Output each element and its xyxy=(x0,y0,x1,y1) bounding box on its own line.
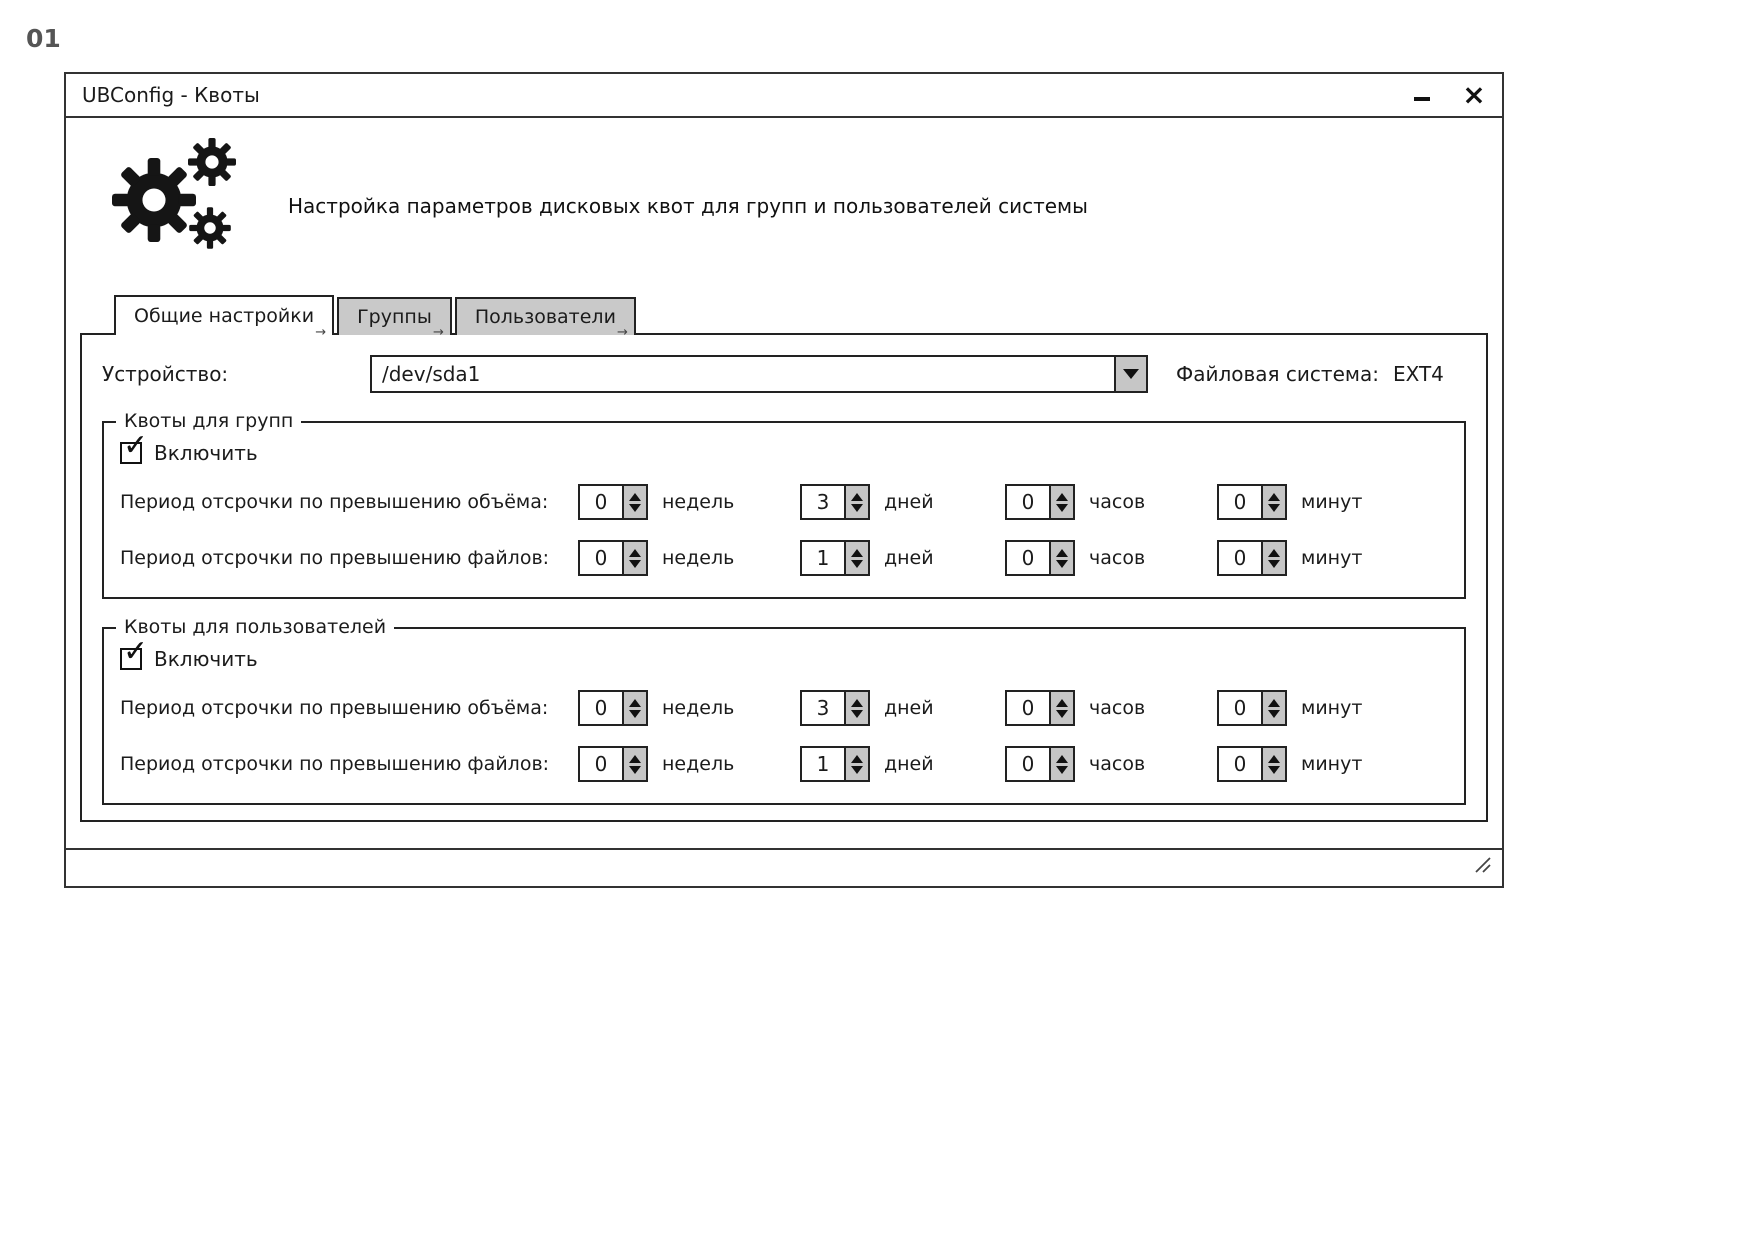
spinner-value[interactable]: 0 xyxy=(1021,490,1035,514)
spinner-up-icon[interactable] xyxy=(1056,755,1068,763)
hours-spinner[interactable] xyxy=(1005,540,1075,576)
row-label: Период отсрочки по превышению объёма: xyxy=(120,697,549,719)
days-spinner-group xyxy=(800,746,1005,782)
link-arrow-icon: → xyxy=(617,325,628,340)
spinner-down-icon[interactable] xyxy=(851,560,863,568)
spinner-stepper[interactable] xyxy=(844,542,868,574)
spinner-up-icon[interactable] xyxy=(851,549,863,557)
minimize-icon xyxy=(1414,97,1430,101)
user-enable-checkbox[interactable] xyxy=(120,634,149,670)
unit-label: минут xyxy=(1301,491,1363,513)
spinner-down-icon[interactable] xyxy=(629,504,641,512)
unit-label: недель xyxy=(662,547,735,569)
minutes-spinner-group xyxy=(1217,484,1362,520)
spinner-down-icon[interactable] xyxy=(629,560,641,568)
spinner-stepper[interactable] xyxy=(622,692,646,724)
spinner-up-icon[interactable] xyxy=(1056,699,1068,707)
minutes-spinner[interactable] xyxy=(1217,540,1287,576)
spinner-stepper[interactable] xyxy=(622,748,646,780)
spinner-value[interactable]: 1 xyxy=(816,752,830,776)
window-controls xyxy=(1408,74,1488,116)
spinner-up-icon[interactable] xyxy=(629,699,641,707)
tab-groups[interactable] xyxy=(337,297,452,340)
spinner-up-icon[interactable] xyxy=(851,755,863,763)
spinner-value[interactable]: 0 xyxy=(594,752,608,776)
spinner-stepper[interactable] xyxy=(844,692,868,724)
spinner-up-icon[interactable] xyxy=(629,549,641,557)
spinner-value[interactable]: 0 xyxy=(594,696,608,720)
group-enable-checkbox[interactable] xyxy=(120,428,149,464)
days-spinner-group xyxy=(800,540,1005,576)
chevron-down-icon xyxy=(1123,369,1139,379)
unit-label: недель xyxy=(662,697,735,719)
hours-spinner[interactable] xyxy=(1005,746,1075,782)
hours-spinner[interactable] xyxy=(1005,690,1075,726)
device-select-value: /dev/sda1 xyxy=(382,362,481,386)
unit-label: часов xyxy=(1089,697,1146,719)
unit-label: недель xyxy=(662,491,735,513)
spinner-value[interactable]: 0 xyxy=(594,490,608,514)
unit-label: часов xyxy=(1089,753,1146,775)
user-quotas-title: Квоты для пользователей xyxy=(116,616,394,638)
weeks-spinner[interactable] xyxy=(578,540,648,576)
row-label: Период отсрочки по превышению объёма: xyxy=(120,491,549,513)
spinner-value[interactable]: 0 xyxy=(1233,490,1247,514)
group-quotas-title: Квоты для групп xyxy=(116,410,301,432)
app-window xyxy=(64,72,1504,888)
checkmark-icon: ✓ xyxy=(123,634,149,669)
device-row xyxy=(102,355,1466,393)
spinner-stepper[interactable] xyxy=(844,486,868,518)
spinner-up-icon[interactable] xyxy=(1268,699,1280,707)
hours-spinner[interactable] xyxy=(1005,484,1075,520)
days-spinner-group xyxy=(800,690,1005,726)
spinner-stepper[interactable] xyxy=(1261,486,1285,518)
hours-spinner-group xyxy=(1005,746,1217,782)
link-arrow-icon: → xyxy=(315,325,327,340)
unit-label: минут xyxy=(1301,697,1363,719)
spinner-stepper[interactable] xyxy=(622,486,646,518)
spinner-value[interactable]: 3 xyxy=(816,696,830,720)
group-files-delay-row xyxy=(120,539,1448,577)
spinner-down-icon[interactable] xyxy=(1056,560,1068,568)
unit-label: дней xyxy=(884,547,934,569)
minutes-spinner-group xyxy=(1217,690,1362,726)
tab-bar xyxy=(114,295,636,340)
device-select-dropdown-button[interactable] xyxy=(1114,357,1146,391)
unit-label: часов xyxy=(1089,547,1146,569)
close-icon: × xyxy=(1462,78,1486,111)
device-select[interactable] xyxy=(370,355,1148,393)
group-enable-label: Включить xyxy=(154,441,258,465)
filesystem-label: Файловая система: xyxy=(1176,362,1379,386)
row-label: Период отсрочки по превышению файлов: xyxy=(120,547,550,569)
days-spinner[interactable] xyxy=(800,540,870,576)
unit-label: часов xyxy=(1089,491,1146,513)
spinner-down-icon[interactable] xyxy=(1056,710,1068,718)
days-spinner[interactable] xyxy=(800,690,870,726)
spinner-stepper[interactable] xyxy=(1261,542,1285,574)
spinner-up-icon[interactable] xyxy=(1268,549,1280,557)
spinner-stepper[interactable] xyxy=(1049,748,1073,780)
spinner-value[interactable]: 0 xyxy=(594,546,608,570)
minutes-spinner[interactable] xyxy=(1217,690,1287,726)
spinner-down-icon[interactable] xyxy=(1268,504,1280,512)
unit-label: минут xyxy=(1301,753,1363,775)
spinner-stepper[interactable] xyxy=(844,748,868,780)
spinner-stepper[interactable] xyxy=(1049,692,1073,724)
group-enable-row xyxy=(120,428,1448,465)
spinner-stepper[interactable] xyxy=(1049,486,1073,518)
group-volume-delay-row xyxy=(120,483,1448,521)
weeks-spinner-group xyxy=(578,746,800,782)
close-button[interactable] xyxy=(1460,78,1488,111)
spinner-up-icon[interactable] xyxy=(629,755,641,763)
minimize-button[interactable] xyxy=(1408,81,1436,109)
minutes-spinner[interactable] xyxy=(1217,484,1287,520)
weeks-spinner-group xyxy=(578,690,800,726)
weeks-spinner[interactable] xyxy=(578,484,648,520)
weeks-spinner[interactable] xyxy=(578,746,648,782)
weeks-spinner-group xyxy=(578,484,800,520)
checkmark-icon: ✓ xyxy=(123,428,149,463)
user-quotas-box xyxy=(102,616,1466,805)
gears-icon xyxy=(110,134,242,258)
tab-content-panel xyxy=(80,333,1488,822)
device-label: Устройство: xyxy=(102,362,229,386)
hours-spinner-group xyxy=(1005,484,1217,520)
spinner-down-icon[interactable] xyxy=(629,766,641,774)
spinner-up-icon[interactable] xyxy=(629,493,641,501)
spinner-value[interactable]: 0 xyxy=(1021,696,1035,720)
link-arrow-icon: → xyxy=(432,325,444,340)
spinner-down-icon[interactable] xyxy=(851,710,863,718)
spinner-value[interactable]: 0 xyxy=(1233,696,1247,720)
tab-general-settings[interactable] xyxy=(114,295,334,340)
spinner-down-icon[interactable] xyxy=(851,504,863,512)
unit-label: дней xyxy=(884,697,934,719)
spinner-stepper[interactable] xyxy=(1261,748,1285,780)
tab-label: Общие настройки xyxy=(134,305,315,327)
spinner-up-icon[interactable] xyxy=(851,699,863,707)
spinner-up-icon[interactable] xyxy=(1268,493,1280,501)
spinner-value[interactable]: 0 xyxy=(1021,752,1035,776)
unit-label: минут xyxy=(1301,547,1363,569)
minutes-spinner-group xyxy=(1217,746,1362,782)
filesystem-value: EXT4 xyxy=(1392,362,1444,386)
spinner-value[interactable]: 1 xyxy=(816,546,830,570)
spinner-stepper[interactable] xyxy=(1049,542,1073,574)
minutes-spinner-group xyxy=(1217,540,1362,576)
spinner-value[interactable]: 0 xyxy=(1233,546,1247,570)
tab-users[interactable] xyxy=(455,297,636,340)
spinner-value[interactable]: 0 xyxy=(1233,752,1247,776)
weeks-spinner[interactable] xyxy=(578,690,648,726)
spinner-down-icon[interactable] xyxy=(1268,766,1280,774)
page-number-label: 01 xyxy=(26,24,61,53)
days-spinner[interactable] xyxy=(800,746,870,782)
weeks-spinner-group xyxy=(578,540,800,576)
spinner-up-icon[interactable] xyxy=(1056,549,1068,557)
spinner-stepper[interactable] xyxy=(1261,692,1285,724)
spinner-down-icon[interactable] xyxy=(1056,766,1068,774)
spinner-down-icon[interactable] xyxy=(1268,560,1280,568)
statusbar-separator xyxy=(66,848,1502,850)
hours-spinner-group xyxy=(1005,690,1217,726)
unit-label: дней xyxy=(884,491,934,513)
spinner-down-icon[interactable] xyxy=(629,710,641,718)
spinner-down-icon[interactable] xyxy=(851,766,863,774)
group-quotas-box xyxy=(102,410,1466,599)
unit-label: недель xyxy=(662,753,735,775)
hours-spinner-group xyxy=(1005,540,1217,576)
spinner-up-icon[interactable] xyxy=(1056,493,1068,501)
spinner-value[interactable]: 3 xyxy=(816,490,830,514)
spinner-value[interactable]: 0 xyxy=(1021,546,1035,570)
spinner-stepper[interactable] xyxy=(622,542,646,574)
spinner-up-icon[interactable] xyxy=(1268,755,1280,763)
title-bar xyxy=(66,74,1502,118)
window-description: Настройка параметров дисковых квот для групп и пользователей системы xyxy=(288,194,1088,218)
window-title: UBConfig - Квоты xyxy=(82,83,260,107)
minutes-spinner[interactable] xyxy=(1217,746,1287,782)
spinner-up-icon[interactable] xyxy=(851,493,863,501)
days-spinner[interactable] xyxy=(800,484,870,520)
user-enable-label: Включить xyxy=(154,647,258,671)
user-files-delay-row xyxy=(120,745,1448,783)
user-volume-delay-row xyxy=(120,689,1448,727)
row-label: Период отсрочки по превышению файлов: xyxy=(120,753,550,775)
tab-label: Пользователи xyxy=(474,306,616,328)
days-spinner-group xyxy=(800,484,1005,520)
user-enable-row xyxy=(120,634,1448,671)
resize-grip-icon[interactable] xyxy=(1472,854,1494,880)
spinner-down-icon[interactable] xyxy=(1056,504,1068,512)
spinner-down-icon[interactable] xyxy=(1268,710,1280,718)
unit-label: дней xyxy=(884,753,934,775)
tab-label: Группы xyxy=(357,306,432,328)
